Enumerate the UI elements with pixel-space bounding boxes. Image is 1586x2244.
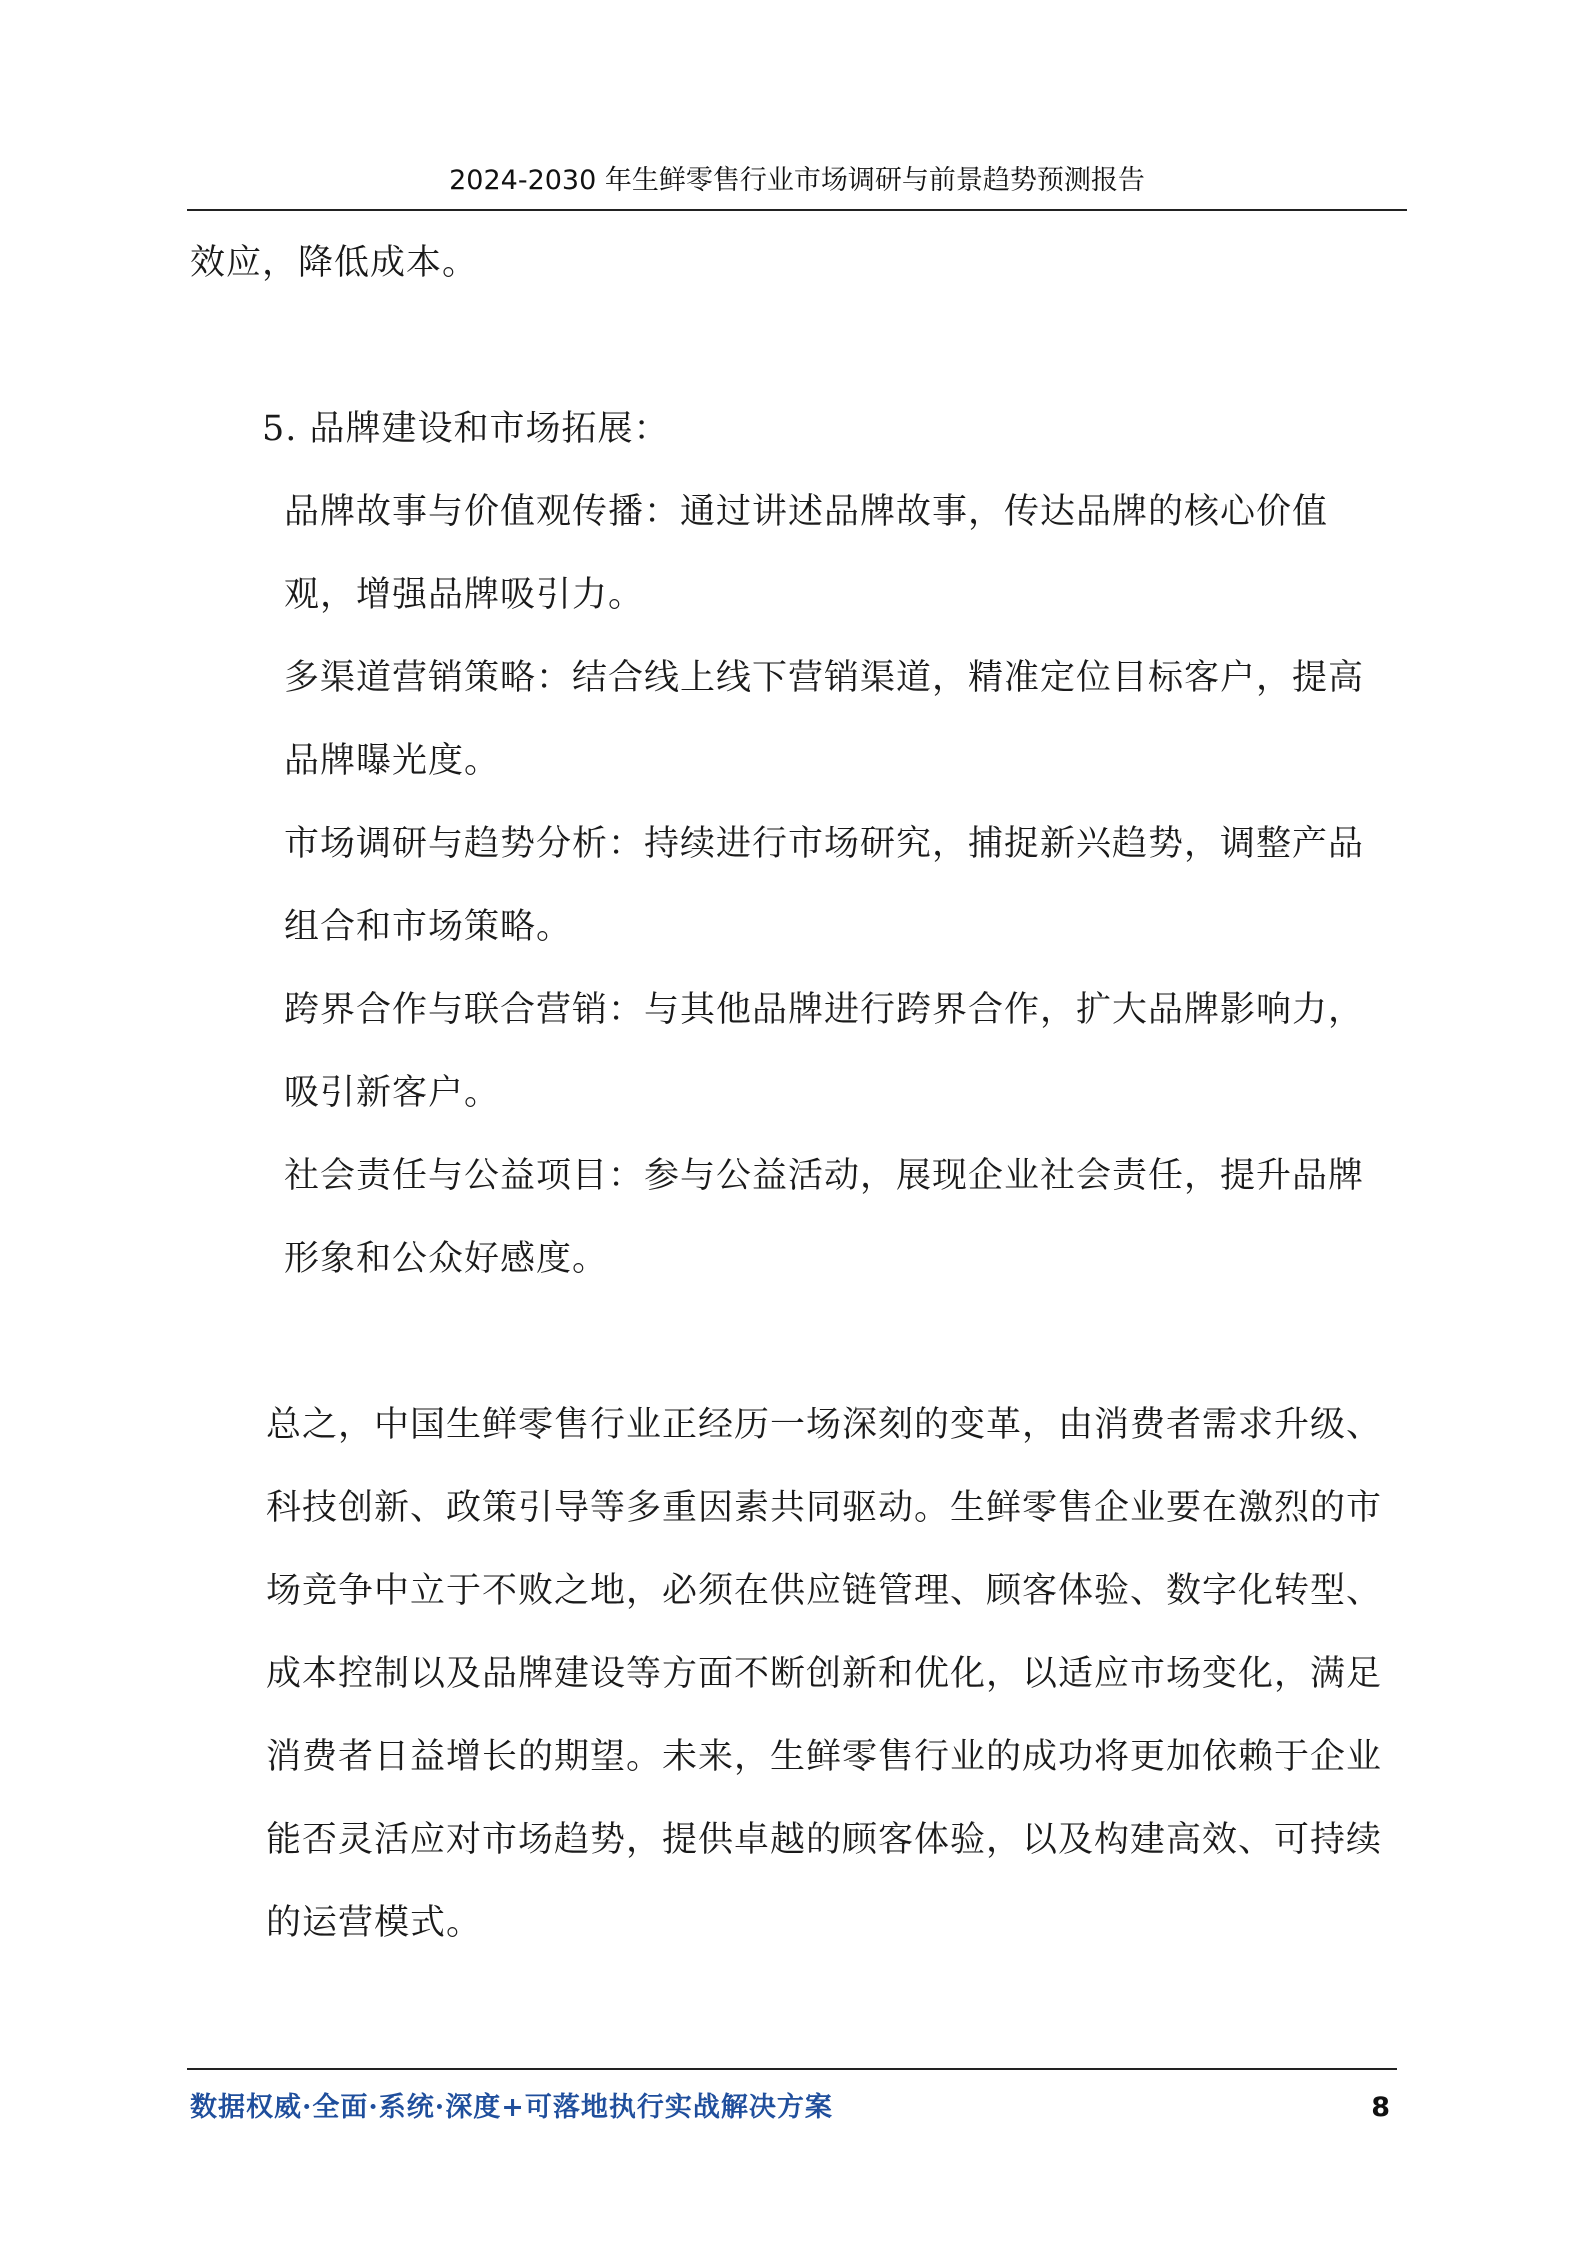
section-heading: 5. 品牌建设和市场拓展： — [262, 409, 670, 449]
continuation-paragraph: 效应，降低成本。 — [190, 243, 479, 283]
conclusion-paragraph: 总之，中国生鲜零售行业正经历一场深刻的变革，由消费者需求升级、科技创新、政策引导等多重因素共同驱动。生鲜零售企业要在激烈的市场竞争中立于不败之地，必须在供应链管理、顾客体验、数字化转型、成本控制以及品牌建设等方面不断创新和优化，以适应市场变化，满足消费者日益增长的期望。未来，生鲜零售行业的成功将更加依赖于企业能否灵活应对市场趋势，提供卓越的顾客体验，以及构建高效、可持续的运营模式。 — [266, 1405, 1383, 1943]
header-divider — [187, 209, 1407, 211]
paragraph-gap — [190, 305, 1390, 388]
footer-divider — [187, 2068, 1397, 2070]
list-item: 多渠道营销策略：结合线上线下营销渠道，精准定位目标客户，提高品牌曝光度。 — [284, 658, 1365, 781]
list-item: 市场调研与趋势分析：持续进行市场研究，捕捉新兴趋势，调整产品组合和市场策略。 — [284, 824, 1365, 947]
page-number: 8 — [1371, 2092, 1390, 2123]
paragraph-gap — [190, 1301, 1390, 1384]
list-item: 品牌故事与价值观传播：通过讲述品牌故事，传达品牌的核心价值观，增强品牌吸引力。 — [284, 492, 1329, 615]
page-header-title: 2024-2030 年生鲜零售行业市场调研与前景趋势预测报告 — [449, 165, 1145, 196]
list-item: 社会责任与公益项目：参与公益活动，展现企业社会责任，提升品牌形象和公众好感度。 — [284, 1156, 1365, 1279]
list-item: 跨界合作与联合营销：与其他品牌进行跨界合作，扩大品牌影响力，吸引新客户。 — [284, 990, 1365, 1113]
footer-slogan: 数据权威·全面·系统·深度+可落地执行实战解决方案 — [190, 2092, 833, 2123]
document-body — [190, 222, 1390, 1965]
